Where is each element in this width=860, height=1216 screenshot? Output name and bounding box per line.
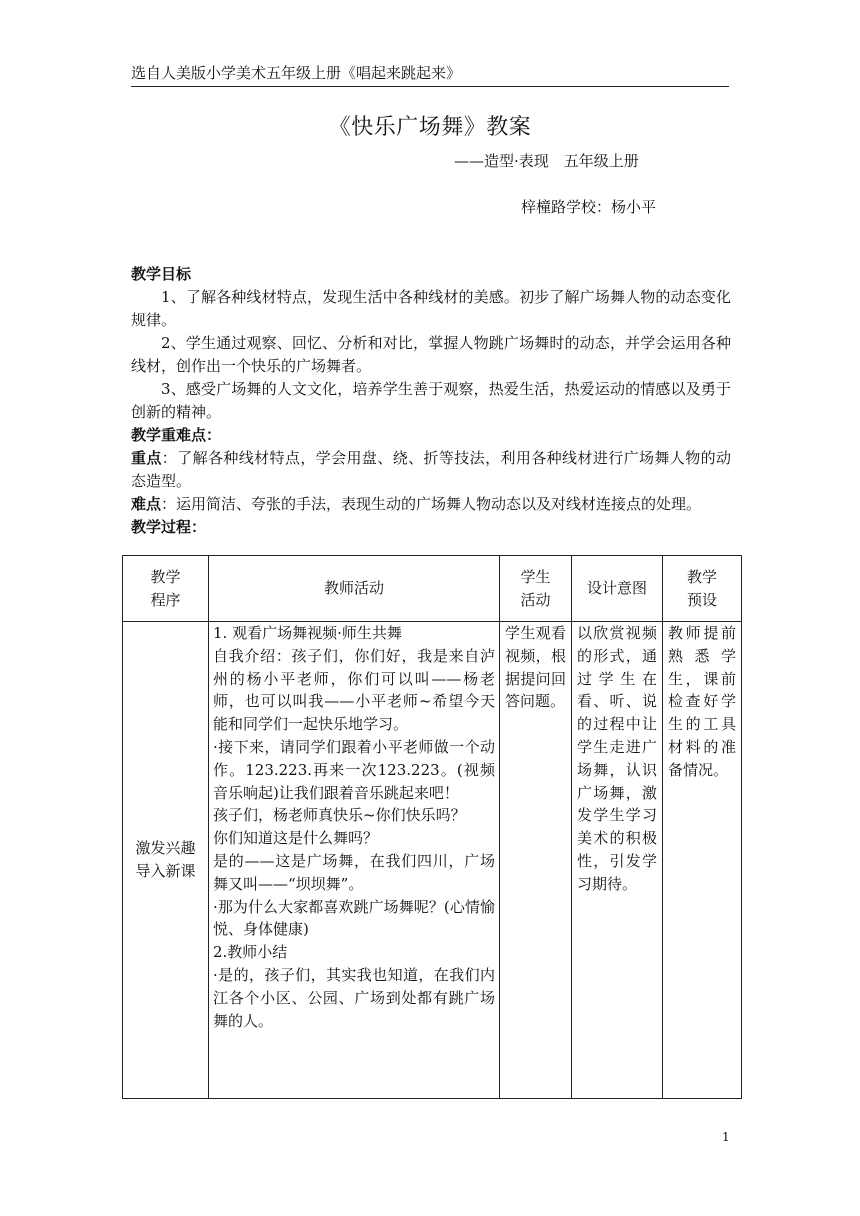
column-header-design: 设计意图 xyxy=(572,556,663,622)
stage-cell: 激发兴趣导入新课 xyxy=(123,622,209,1099)
difficult-point-text: ：运用简洁、夸张的手法，表现生动的广场舞人物动态以及对线材连接点的处理。 xyxy=(161,495,702,513)
teacher-line: 自我介绍：孩子们，你们好，我是来自泸州的杨小平老师，你们可以叫——杨老师，也可以叫我——小平老师~希望今天能和同学们一起快乐地学习。 xyxy=(213,646,495,734)
key-point xyxy=(131,447,731,493)
process-heading: 教学过程： xyxy=(131,518,207,536)
author-line: 梓橦路学校：杨小平 xyxy=(521,198,657,216)
teaching-prep-cell: 教师提前熟悉学生，课前检查好学生的工具材料的准备情况。 xyxy=(663,622,742,1099)
design-intent-cell: 以欣赏视频的形式，通过学生在看、听、说的过程中让学生走进广场舞，认识广场舞，激发学生学习美术的积极性，引发学习期待。 xyxy=(572,622,663,1099)
teacher-activity-cell xyxy=(209,622,500,1099)
teacher-line: 2.教师小结 xyxy=(213,943,288,962)
objective-item: 2、学生通过观察、回忆、分析和对比，掌握人物跳广场舞时的动态，并学会运用各种线材，创作出一个快乐的广场舞者。 xyxy=(131,334,731,375)
teacher-line: ·接下来，请同学们跟着小平老师做一个动作。123.223.再来一次123.223。(视频音乐响起)让我们跟着音乐跳起来吧！ xyxy=(213,737,495,802)
teacher-line: 你们知道这是什么舞吗？ xyxy=(213,829,379,848)
column-header-stage: 教学 程序 xyxy=(123,556,209,622)
page-header: 选自人美版小学美术五年级上册《唱起来跳起来》 xyxy=(131,62,729,87)
teacher-activity xyxy=(209,622,499,1032)
teacher-line: ·那为什么大家都喜欢跳广场舞呢？(心情愉悦、身体健康) xyxy=(213,897,495,939)
key-point-label: 重点 xyxy=(131,449,162,467)
lesson-process-table xyxy=(122,555,742,1099)
document-subtitle: ——造型·表现 五年级上册 xyxy=(454,152,639,170)
table-header-row xyxy=(123,556,742,622)
document-title: 《快乐广场舞》教案 xyxy=(328,115,532,140)
column-header-teacher: 教师活动 xyxy=(209,556,500,622)
teacher-line: 1. 观看广场舞视频·师生共舞 xyxy=(213,624,402,642)
key-points-heading: 教学重难点： xyxy=(131,426,222,444)
objectives-heading: 教学目标 xyxy=(131,265,192,283)
objective-item: 1、了解各种线材特点，发现生活中各种线材的美感。初步了解广场舞人物的动态变化规律。 xyxy=(131,288,731,329)
key-point-text: ：了解各种线材特点，学会用盘、绕、折等技法，利用各种线材进行广场舞人物的动态造型。 xyxy=(131,449,731,490)
page-number: 1 xyxy=(722,1130,730,1144)
table-row xyxy=(123,622,742,1099)
objective-item: 3、感受广场舞的人文文化，培养学生善于观察，热爱生活，热爱运动的情感以及勇于创新的精神。 xyxy=(131,380,731,421)
difficult-point xyxy=(131,493,731,516)
column-header-student: 学生 活动 xyxy=(500,556,572,622)
teacher-line: ·是的，孩子们，其实我也知道，在我们内江各个小区、公园、广场到处都有跳广场舞的人。 xyxy=(213,965,495,1030)
teacher-line: 孩子们，杨老师真快乐~你们快乐吗？ xyxy=(213,806,466,825)
column-header-prep: 教学 预设 xyxy=(663,556,742,622)
student-activity-cell: 学生观看视频，根据提问回答问题。 xyxy=(500,622,572,1099)
difficult-point-label: 难点 xyxy=(131,495,162,513)
teacher-line: 是的——这是广场舞，在我们四川，广场舞又叫——“坝坝舞”。 xyxy=(213,851,495,893)
body-text xyxy=(131,263,731,539)
